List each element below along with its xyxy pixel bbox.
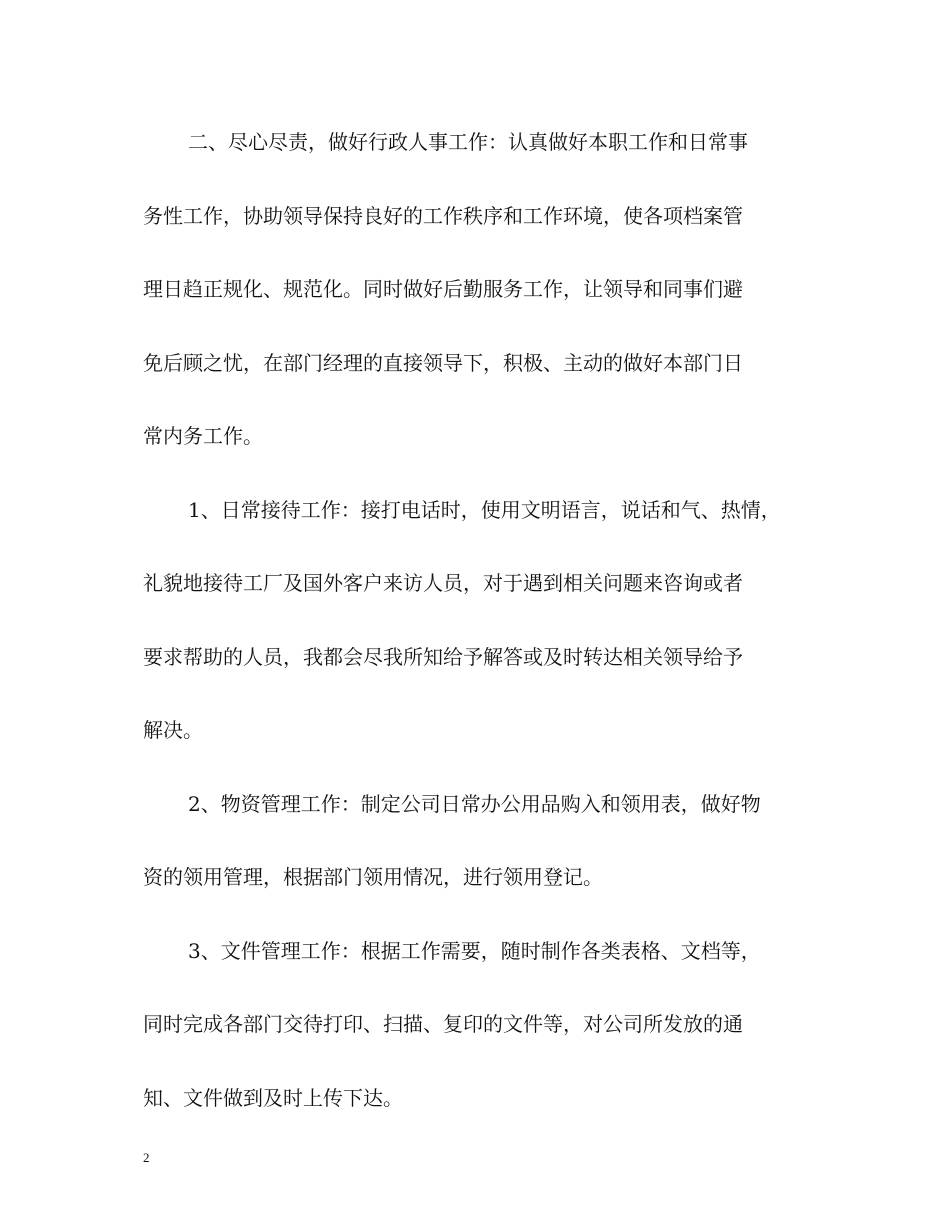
- paragraph-line: 二、尽心尽责，做好行政人事工作：认真做好本职工作和日常事: [188, 130, 748, 154]
- paragraph-line: 礼貌地接待工厂及国外客户来访人员，对于遇到相关问题来咨询或者: [143, 571, 743, 595]
- paragraph-line: 同时完成各部门交待打印、扫描、复印的文件等，对公司所发放的通: [143, 1012, 743, 1036]
- paragraph-line: 理日趋正规化、规范化。同时做好后勤服务工作，让领导和同事们避: [143, 277, 743, 301]
- paragraph-line: 1、日常接待工作：接打电话时，使用文明语言，说话和气、热情，: [188, 497, 781, 522]
- paragraph-line: 务性工作，协助领导保持良好的工作秩序和工作环境，使各项档案管: [143, 203, 743, 228]
- document-body: [143, 120, 833, 1149]
- paragraph-line: 知、文件做到及时上传下达。: [143, 1085, 403, 1110]
- paragraph-line: 解决。: [143, 718, 203, 742]
- paragraph-line: 要求帮助的人员，我都会尽我所知给予解答或及时转达相关领导给予: [143, 644, 743, 669]
- paragraph-line: 资的领用管理，根据部门领用情况，进行领用登记。: [143, 865, 603, 889]
- page-number: 2: [143, 1150, 150, 1165]
- paragraph-line: 常内务工作。: [143, 424, 263, 448]
- paragraph-line: 2、物资管理工作：制定公司日常办公用品购入和领用表，做好物: [188, 791, 761, 816]
- paragraph-line: 免后顾之忧，在部门经理的直接领导下，积极、主动的做好本部门日: [143, 350, 743, 375]
- paragraph-line: 3、文件管理工作：根据工作需要，随时制作各类表格、文档等，: [188, 938, 761, 963]
